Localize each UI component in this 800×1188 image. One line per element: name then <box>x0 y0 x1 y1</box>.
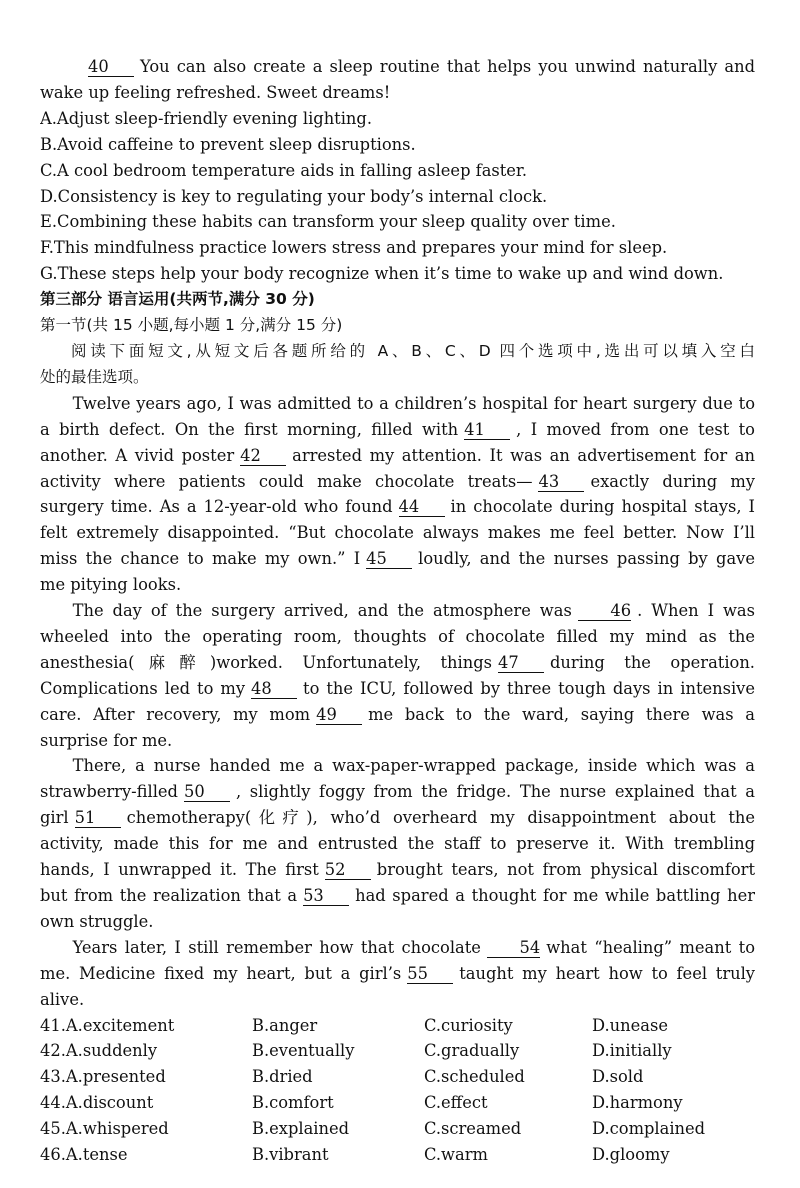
option-46-b[interactable]: B.vibrant <box>252 1145 329 1165</box>
p1-line-8: me pitying looks. <box>40 575 182 595</box>
options-row-42 <box>40 1038 755 1064</box>
p1-line-4: activity where patients could make chocolate treats— 43 exactly during my <box>40 471 755 491</box>
option-d: D.Consistency is key to regulating your body’s internal clock. <box>40 186 548 206</box>
blank-45[interactable]: 45 <box>366 550 412 569</box>
p2-line-1: The day of the surgery arrived, and the atmosphere was 46 . When I was <box>72 601 755 621</box>
p2-line-4: Complications led to my 48 to the ICU, followed by three tough days in intensive <box>40 678 755 698</box>
option-44-d[interactable]: D.harmony <box>592 1093 683 1113</box>
q40-line-1: 40 You can also create a sleep routine that helps you unwind naturally and <box>88 57 755 76</box>
p1-line-5: surgery time. As a 12-year-old who found 44 in chocolate during hospital stays, I <box>40 497 755 517</box>
p3-line-2: strawberry-filled 50 , slightly foggy from the fridge. The nurse explained that a <box>40 782 755 802</box>
options-row-46 <box>40 1142 755 1168</box>
blank-47[interactable]: 47 <box>498 654 544 673</box>
instructions-line-2: 处的最佳选项。 <box>40 367 149 386</box>
instructions-line-1: 阅读下面短文,从短文后各题所给的 A、B、C、D 四个选项中,选出可以填入空白 <box>71 341 755 360</box>
option-46-d[interactable]: D.gloomy <box>592 1145 670 1165</box>
option-45-b[interactable]: B.explained <box>252 1119 350 1139</box>
blank-40[interactable]: 40 <box>88 58 134 77</box>
option-a: A.Adjust sleep-friendly evening lighting. <box>40 108 373 128</box>
option-g: G.These steps help your body recognize when it’s time to wake up and wind down. <box>40 264 724 284</box>
section1-title: 第一节(共 15 小题,每小题 1 分,满分 15 分) <box>40 316 343 335</box>
option-43-a[interactable]: 43.A.presented <box>40 1067 166 1087</box>
blank-41[interactable]: 41 <box>464 421 510 440</box>
p4-line-3: alive. <box>40 989 85 1009</box>
option-42-b[interactable]: B.eventually <box>252 1041 355 1061</box>
options-row-45 <box>40 1116 755 1142</box>
option-41-d[interactable]: D.unease <box>592 1015 668 1035</box>
option-43-c[interactable]: C.scheduled <box>424 1067 525 1087</box>
option-41-a[interactable]: 41.A.excitement <box>40 1015 175 1035</box>
option-42-a[interactable]: 42.A.suddenly <box>40 1041 158 1061</box>
p4-line-1: Years later, I still remember how that chocolate 54 what “healing” meant to <box>72 937 755 957</box>
p1-line-7: miss the chance to make my own.” I 45 loudly, and the nurses passing by gave <box>40 549 755 569</box>
option-42-c[interactable]: C.gradually <box>424 1041 520 1061</box>
exam-page <box>40 54 755 1168</box>
p1-line-6: felt extremely disappointed. “But chocolate always makes me feel better. Now I’ll <box>40 523 755 543</box>
blank-52[interactable]: 52 <box>325 861 371 880</box>
blank-44[interactable]: 44 <box>399 498 445 517</box>
option-f: F.This mindfulness practice lowers stress and prepares your mind for sleep. <box>40 238 668 258</box>
blank-50[interactable]: 50 <box>184 783 230 802</box>
p4-line-2: me. Medicine fixed my heart, but a girl’s 55 taught my heart how to feel truly <box>40 963 755 983</box>
blank-43[interactable]: 43 <box>538 473 584 492</box>
option-45-d[interactable]: D.complained <box>592 1119 706 1139</box>
p3-line-5: hands, I unwrapped it. The first 52 brought tears, not from physical discomfort <box>40 860 755 880</box>
p3-line-6: but from the realization that a 53 had spared a thought for me while battling her <box>40 886 755 905</box>
p3-line-4: activity, made this for me and entrusted the staff to preserve it. With trembling <box>40 834 755 854</box>
p2-line-3: anesthesia(麻醉)worked. Unfortunately, things 47 during the operation. <box>40 652 755 672</box>
blank-46[interactable]: 46 <box>578 602 631 621</box>
option-44-c[interactable]: C.effect <box>424 1093 488 1113</box>
option-41-b[interactable]: B.anger <box>252 1015 318 1035</box>
option-43-b[interactable]: B.dried <box>252 1067 313 1087</box>
option-44-a[interactable]: 44.A.discount <box>40 1093 154 1113</box>
option-c: C.A cool bedroom temperature aids in falling asleep faster. <box>40 160 528 180</box>
q40-line-2: wake up feeling refreshed. Sweet dreams! <box>40 82 391 102</box>
options-row-44 <box>40 1090 755 1116</box>
p3-line-1: There, a nurse handed me a wax-paper-wrapped package, inside which was a <box>72 756 755 776</box>
blank-54[interactable]: 54 <box>487 939 540 958</box>
blank-49[interactable]: 49 <box>316 706 362 725</box>
option-46-a[interactable]: 46.A.tense <box>40 1145 128 1165</box>
options-row-41 <box>40 1013 755 1039</box>
blank-55[interactable]: 55 <box>407 965 453 984</box>
blank-48[interactable]: 48 <box>251 680 297 699</box>
option-45-c[interactable]: C.screamed <box>424 1119 522 1139</box>
blank-42[interactable]: 42 <box>240 447 286 466</box>
part3-title: 第三部分 语言运用(共两节,满分 30 分) <box>40 290 315 309</box>
p1-line-3: another. A vivid poster 42 arrested my attention. It was an advertisement for an <box>40 445 755 465</box>
p3-line-7: own struggle. <box>40 911 154 931</box>
option-e: E.Combining these habits can transform your sleep quality over time. <box>40 212 616 232</box>
option-42-d[interactable]: D.initially <box>592 1041 672 1061</box>
blank-53[interactable]: 53 <box>303 887 349 906</box>
option-41-c[interactable]: C.curiosity <box>424 1015 513 1035</box>
p2-line-6: surprise for me. <box>40 730 173 750</box>
option-46-c[interactable]: C.warm <box>424 1145 488 1165</box>
p1-line-1: Twelve years ago, I was admitted to a children’s hospital for heart surgery due to <box>72 393 755 413</box>
p2-line-2: wheeled into the operating room, thoughts of chocolate filled my mind as the <box>40 626 755 646</box>
p1-line-2: a birth defect. On the first morning, filled with 41 , I moved from one test to <box>40 419 755 439</box>
option-44-b[interactable]: B.comfort <box>252 1093 334 1113</box>
option-45-a[interactable]: 45.A.whispered <box>40 1119 169 1139</box>
options-row-43 <box>40 1064 755 1090</box>
p2-line-5: care. After recovery, my mom 49 me back to the ward, saying there was a <box>40 704 755 724</box>
blank-51[interactable]: 51 <box>75 809 121 828</box>
p3-line-3: girl 51 chemotherapy(化疗), who’d overheard my disappointment about the <box>40 808 755 828</box>
option-43-d[interactable]: D.sold <box>592 1067 644 1087</box>
option-b: B.Avoid caffeine to prevent sleep disruptions. <box>40 134 416 154</box>
